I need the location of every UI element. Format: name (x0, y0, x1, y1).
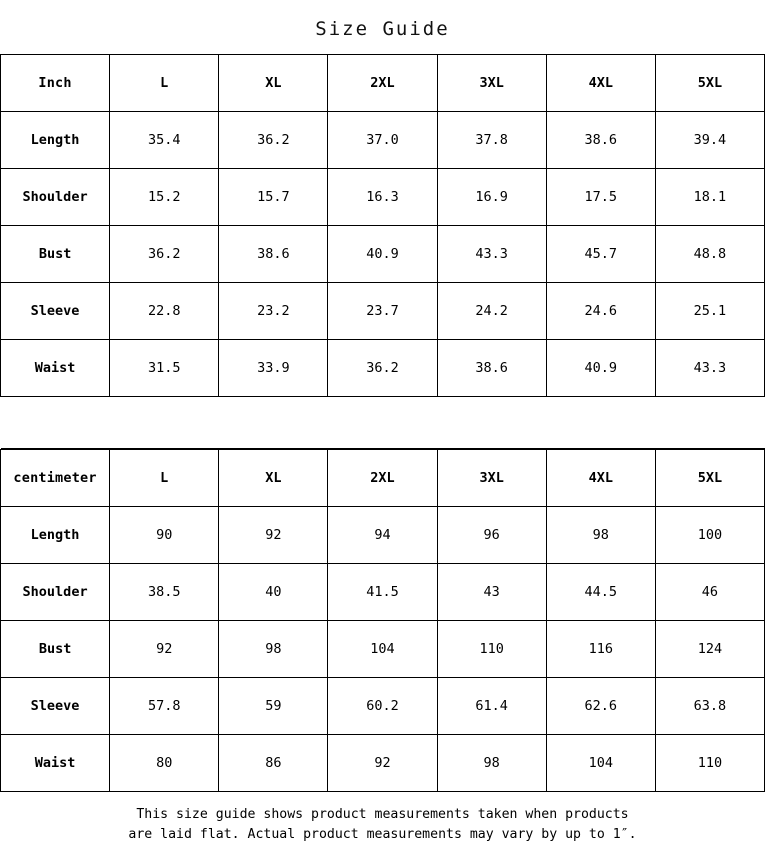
size-header-xl: XL (219, 450, 328, 507)
centimeter-table-wrapper (0, 449, 765, 792)
cell-value: 36.2 (328, 340, 437, 397)
size-table-centimeter (0, 449, 765, 792)
size-header-4xl: 4XL (546, 55, 655, 112)
cell-value: 38.6 (437, 340, 546, 397)
cell-value: 36.2 (110, 226, 219, 283)
cell-value: 31.5 (110, 340, 219, 397)
cell-value: 24.2 (437, 283, 546, 340)
size-header-l: L (110, 55, 219, 112)
table-row (1, 621, 765, 678)
spacer-cell (1, 397, 765, 449)
cell-value: 15.7 (219, 169, 328, 226)
table-row (1, 112, 765, 169)
cell-value: 48.8 (655, 226, 764, 283)
cell-value: 38.6 (219, 226, 328, 283)
cell-value: 23.2 (219, 283, 328, 340)
cell-value: 16.3 (328, 169, 437, 226)
row-label-length: Length (1, 112, 110, 169)
cell-value: 94 (328, 507, 437, 564)
table-header-row (1, 55, 765, 112)
cell-value: 61.4 (437, 678, 546, 735)
size-header-5xl: 5XL (655, 55, 764, 112)
row-label-waist: Waist (1, 340, 110, 397)
page-title: Size Guide (315, 18, 450, 40)
cell-value: 15.2 (110, 169, 219, 226)
cell-value: 25.1 (655, 283, 764, 340)
cell-value: 41.5 (328, 564, 437, 621)
unit-header-centimeter: centimeter (1, 450, 110, 507)
cell-value: 39.4 (655, 112, 764, 169)
cell-value: 57.8 (110, 678, 219, 735)
table-row (1, 283, 765, 340)
cell-value: 23.7 (328, 283, 437, 340)
cell-value: 44.5 (546, 564, 655, 621)
cell-value: 104 (546, 735, 655, 792)
row-label-sleeve: Sleeve (1, 283, 110, 340)
cell-value: 98 (219, 621, 328, 678)
cell-value: 96 (437, 507, 546, 564)
size-header-3xl: 3XL (437, 55, 546, 112)
cell-value: 37.8 (437, 112, 546, 169)
table-spacer-row (1, 397, 765, 449)
row-label-shoulder: Shoulder (1, 169, 110, 226)
cell-value: 86 (219, 735, 328, 792)
cell-value: 124 (655, 621, 764, 678)
table-row (1, 564, 765, 621)
cell-value: 45.7 (546, 226, 655, 283)
size-header-2xl: 2XL (328, 55, 437, 112)
cell-value: 43.3 (437, 226, 546, 283)
cell-value: 100 (655, 507, 764, 564)
cell-value: 92 (219, 507, 328, 564)
table-header-row (1, 450, 765, 507)
size-header-2xl: 2XL (328, 450, 437, 507)
cell-value: 110 (437, 621, 546, 678)
cell-value: 40.9 (328, 226, 437, 283)
cell-value: 33.9 (219, 340, 328, 397)
cell-value: 16.9 (437, 169, 546, 226)
size-header-5xl: 5XL (655, 450, 764, 507)
cell-value: 92 (110, 621, 219, 678)
cell-value: 17.5 (546, 169, 655, 226)
size-header-l: L (110, 450, 219, 507)
size-header-3xl: 3XL (437, 450, 546, 507)
cell-value: 36.2 (219, 112, 328, 169)
cell-value: 40.9 (546, 340, 655, 397)
cell-value: 62.6 (546, 678, 655, 735)
footnote-line-2: are laid flat. Actual product measurements may vary by up to 1″. (128, 827, 637, 842)
table-row (1, 169, 765, 226)
row-label-bust: Bust (1, 621, 110, 678)
cell-value: 18.1 (655, 169, 764, 226)
cell-value: 80 (110, 735, 219, 792)
size-header-4xl: 4XL (546, 450, 655, 507)
cell-value: 24.6 (546, 283, 655, 340)
size-table-inch (0, 54, 765, 449)
cell-value: 104 (328, 621, 437, 678)
table-row (1, 340, 765, 397)
cell-value: 90 (110, 507, 219, 564)
cell-value: 60.2 (328, 678, 437, 735)
footnote-line-1: This size guide shows product measurements taken when products (136, 807, 629, 822)
cell-value: 43 (437, 564, 546, 621)
size-guide-footnote (0, 792, 765, 845)
unit-header-inch: Inch (1, 55, 110, 112)
cell-value: 43.3 (655, 340, 764, 397)
cell-value: 98 (546, 507, 655, 564)
cell-value: 63.8 (655, 678, 764, 735)
row-label-sleeve: Sleeve (1, 678, 110, 735)
cell-value: 110 (655, 735, 764, 792)
table-row (1, 507, 765, 564)
row-label-length: Length (1, 507, 110, 564)
cell-value: 38.5 (110, 564, 219, 621)
cell-value: 59 (219, 678, 328, 735)
cell-value: 38.6 (546, 112, 655, 169)
row-label-shoulder: Shoulder (1, 564, 110, 621)
table-row (1, 226, 765, 283)
inch-table-wrapper (0, 54, 765, 449)
row-label-bust: Bust (1, 226, 110, 283)
cell-value: 116 (546, 621, 655, 678)
row-label-waist: Waist (1, 735, 110, 792)
cell-value: 98 (437, 735, 546, 792)
table-row (1, 678, 765, 735)
table-row (1, 735, 765, 792)
size-header-xl: XL (219, 55, 328, 112)
cell-value: 35.4 (110, 112, 219, 169)
cell-value: 46 (655, 564, 764, 621)
cell-value: 92 (328, 735, 437, 792)
cell-value: 40 (219, 564, 328, 621)
cell-value: 22.8 (110, 283, 219, 340)
cell-value: 37.0 (328, 112, 437, 169)
